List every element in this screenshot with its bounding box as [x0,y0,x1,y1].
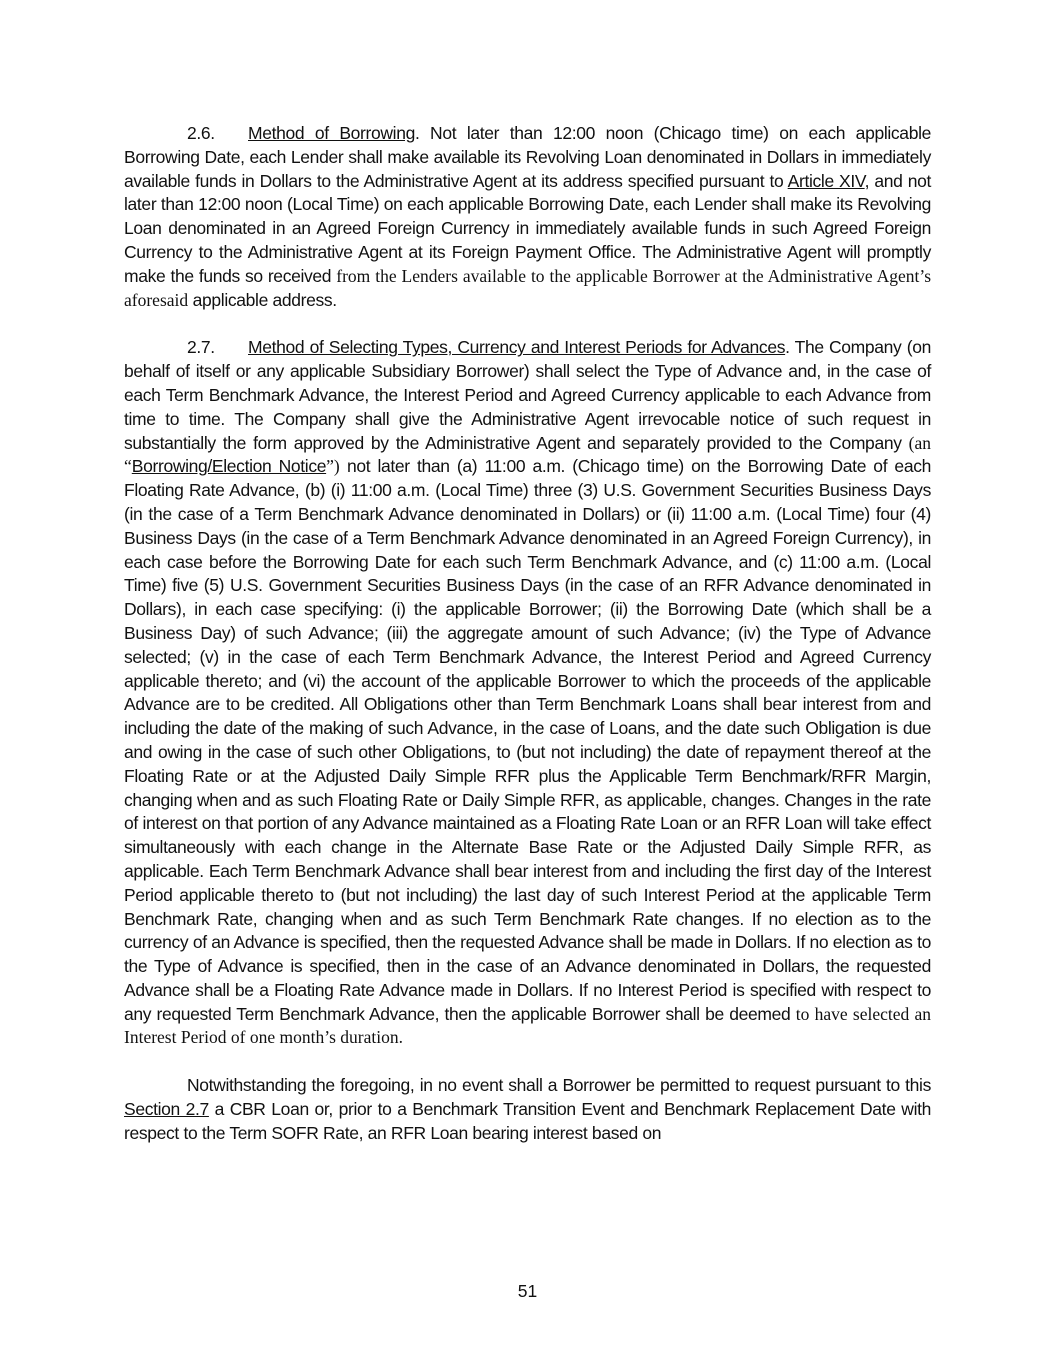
section-text: . The Company (on behalf of itself or any applicable Subsidiary Borrower) shall select the Type of Advance and, in the case of each Term Benchmark Advance, the Interest Period and Agreed Currency applicable to each Advance from time to time. The Company shall give the Administrative Agent irrevocable notice of such request in substantially the form approved by the Administrative Agent and separately provided to the Company [124,337,932,453]
section-2-7-link[interactable]: Section 2.7 [124,1099,209,1120]
page-number: 51 [517,1281,538,1301]
section-2-6 [124,122,931,312]
section-text: applicable address. [188,289,337,310]
document-page [124,122,931,1170]
section-heading: Method of Borrowing [248,123,415,143]
section-text: to have selected an Interest Period of one month’s duration. [124,1003,931,1048]
section-text: , and not later than 12:00 noon (Local Time) on each applicable Borrowing Date, each Lender shall make its Revolving Loan denominated in an Agreed Foreign Currency in immediately available funds in such Agreed Foreign Currency to the Administrative Agent at its Foreign Payment Office. The Administrative Agent will promptly make the funds so received [124,170,932,286]
section-number: 2.6. [187,123,215,143]
section-text: from the Lenders available to the applicable Borrower at the Administrative Agent’s aforesaid [124,265,932,310]
quote-mark: ”) [326,456,340,477]
article-xiv-link[interactable]: Article XIV [787,170,865,191]
quote-mark: (an “ [124,432,931,477]
section-text: not later than (a) 11:00 a.m. (Chicago time) on the Borrowing Date of each Floating Rate Advance, (b) (i) 11:00 a.m. (Local Time) three (3) U.S. Government Securities Business Days (in the case of a Term Benchmark Advance denominated in Dollars) or (ii) 11:00 a.m. (Local Time) four (4) Business Days (in the case of a Term Benchmark Advance denominated in an Agreed Foreign Currency), in each case before the Borrowing Date for each such Term Benchmark Advance, and (c) 11:00 a.m. (Local Time) five (5) U.S. Government Securities Business Days (in the case of an RFR Advance denominated in Dollars), in each case specifying: (i) the applicable Borrower; (ii) the Borrowing Date (which shall be a Business Day) of such Advance; (iii) the aggregate amount of such Advance; (iv) the Type of Advance selected; (v) in the case of each Term Benchmark Advance, the Interest Period and Agreed Currency applicable thereto; and (vi) the account of the applicable Borrower to which the proceeds of the applicable Advance are to be credited. All Obligations other than Term Benchmark Loans shall bear interest from and including the date of the making of such Advance, in the case of Loans, and the date such Obligation is due and owing in the case of such other Obligations, to (but not including) the date of repayment thereof at the Floating Rate or at the Adjusted Daily Simple RFR plus the Applicable Term Benchmark/RFR Margin, changing when and as such Floating Rate or Daily Simple RFR, as applicable, changes. Changes in the rate of interest on that portion of any Advance maintained as a Floating Rate Loan or an RFR Loan will take effect simultaneously with each change in the Alternate Base Rate or the Adjusted Daily Simple RFR, as applicable. Each Term Benchmark Advance shall bear interest from and including the first day of the Interest Period applicable thereto to (but not including) the last day of such Interest Period at the applicable Term Benchmark Rate, changing when and as such Term Benchmark Rate changes. If no election as to the currency of an Advance is specified, then the requested Advance shall be made in Dollars. If no election as to the Type of Advance is specified, then in the case of an Advance denominated in Dollars, the requested Advance shall be a Floating Rate Advance made in Dollars. If no Interest Period is specified with respect to any requested Term Benchmark Advance, then the applicable Borrower shall be deemed [124,456,931,1024]
defined-term: Borrowing/Election Notice [131,456,327,477]
paragraph-text: a CBR Loan or, prior to a Benchmark Transition Event and Benchmark Replacement Date with respect to the Term SOFR Rate, an RFR Loan bearing interest based on [124,1099,931,1143]
notwithstanding-paragraph [124,1074,931,1145]
section-text: . Not later than 12:00 noon (Chicago time) on each applicable Borrowing Date, each Lender shall make available its Revolving Loan denominated in Dollars in immediately available funds in Dollars to the Administrative Agent at its address specified pursuant to [124,123,931,191]
section-2-7 [124,336,931,1050]
section-number: 2.7. [187,337,215,358]
paragraph-text: Notwithstanding the foregoing, in no event shall a Borrower be permitted to request pursuant to this [187,1075,931,1096]
section-heading: Method of Selecting Types, Currency and Interest Periods for Advances [248,337,786,358]
